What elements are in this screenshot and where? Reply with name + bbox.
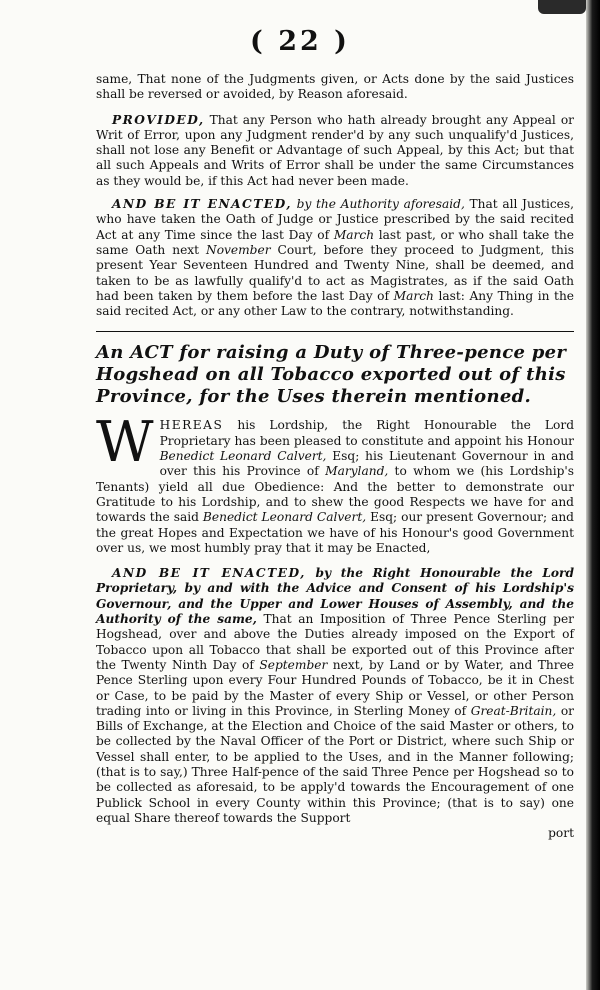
month-name: November: [206, 242, 271, 257]
enactment-two-authority: by the Right Honourable the Lord Proprietary, by and with the Advice and Consent of his Lordship's Governour, and the Upper and Lower Houses of Assembly, and the Authority of the same,: [96, 566, 574, 627]
enactment-one-authority: by the Authority aforesaid,: [291, 197, 465, 212]
continuation-paragraph: same, That none of the Judgments given, or Acts done by the said Justices shall be reversed or avoided, by Reason aforesaid.: [96, 72, 574, 102]
place-name: Maryland,: [325, 464, 389, 479]
whereas-text: his Lordship, the Right Honourable the Lord Proprietary has been pleased to constitute and appoint his Honour: [159, 418, 574, 448]
proviso-paragraph: [96, 113, 574, 189]
proviso-text: That any Person who hath already brought any Appeal or Writ of Error, upon any Judgment render'd by any such unqualify'd Justices, shall not lose any Benefit or Advantage of such Appeal, by this Act; but that all such Appeals and Writs of Error shall be under the same Circumstances as they would be, if this Act had never been made.: [96, 112, 574, 188]
binding-edge: [586, 0, 600, 990]
enactment-one-text: last past, or who shall take the same Oath next: [96, 227, 574, 257]
section-divider: [96, 331, 574, 332]
enactment-two-text: or Bills of Exchange, at the Election and Choice of the said Master or others, to be collected by the Naval Officer of the Port or District, where such Ship or Vessel shall enter, to be applied to the Uses, and in the Manner following; (that is to say,) Three Half-pence of the said Three Pence per Hogshead so to be collected as aforesaid, to be apply'd towards the Encouragement of one Publick School in every County within this Province; (that is to say) one equal Share thereof towards the Support: [96, 703, 574, 825]
whereas-paragraph: [96, 410, 574, 556]
person-name: Benedict Leonard Calvert,: [159, 449, 327, 464]
enactment-two-lead: AND BE IT ENACTED,: [112, 566, 306, 581]
enactment-one-text: last: Any Thing in the said recited Act, or any other Law to the contrary, notwithstanding.: [96, 288, 574, 319]
page-body: [96, 72, 574, 841]
person-name: Benedict Leonard Calvert,: [202, 510, 367, 525]
enactment-one-paragraph: [96, 197, 574, 319]
month-name: March: [333, 227, 375, 242]
whereas-text: Esq; our present Governour; and the great Hopes and Expectation we have of his Honour's good Government over us, we most humbly pray that it may be Enacted,: [96, 510, 574, 555]
enactment-one-text: That all Justices, who have taken the Oath of Judge or Justice prescribed by the said recited Act at any Time since the last Day of: [96, 197, 575, 242]
page-corner-mark: [538, 0, 586, 14]
enactment-two-text: That an Imposition of Three Pence Sterling per Hogshead, over and above the Duties already imposed on the Export of Tobacco upon all Tobacco that shall be exported out of this Province after the Twenty Ninth Day of: [96, 612, 575, 672]
enactment-one-text: Court, before they proceed to Judgment, this present Year Seventeen Hundred and Twenty Nine, shall be deemed, and taken to be as lawfully qualify'd to act as Magistrates, as if the said Oath had been taken by them before the last Day of: [96, 242, 575, 303]
month-name: September: [259, 657, 328, 672]
enactment-two-paragraph: [96, 566, 574, 826]
place-name: Great-Britain,: [470, 703, 557, 718]
whereas-text: to whom we (his Lordship's Tenants) yield all due Obedience: And the better to demonstrate our Gratitude to his Lordship, and to shew the good Respects we have for and towards the said: [96, 464, 574, 525]
month-name: March: [393, 288, 434, 303]
whereas-text: Esq; his Lieutenant Governour in and over this his Province of: [159, 449, 574, 479]
whereas-lead: HEREAS: [159, 418, 224, 433]
drop-cap: W: [96, 410, 154, 476]
proviso-lead: PROVIDED,: [112, 112, 205, 127]
act-title: An ACT for raising a Duty of Three-pence per Hogshead on all Tobacco exported out of this Province, for the Uses therein mentioned.: [96, 342, 567, 408]
enactment-two-text: next, by Land or by Water, and Three Pence Sterling upon every Four Hundred Pounds of Tobacco, be it in Chest or Case, to be paid by the Master of every Ship or Vessel, or other Person trading into or living in this Province, in Sterling Money of: [96, 657, 574, 718]
enactment-one-lead: AND BE IT ENACTED,: [112, 197, 292, 212]
catchword: port: [548, 826, 574, 841]
page-number: ( 22 ): [250, 26, 350, 57]
